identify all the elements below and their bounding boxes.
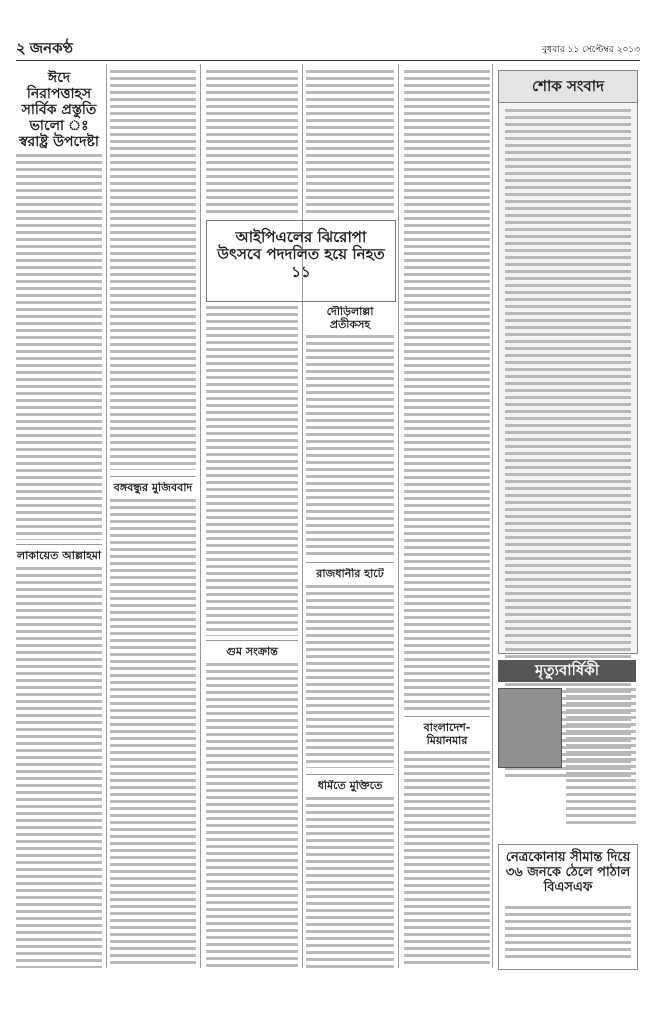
article [110, 482, 196, 968]
article-divider [16, 544, 102, 545]
article-divider [306, 774, 394, 775]
column-rule [492, 64, 493, 968]
article [404, 722, 490, 968]
article [306, 568, 394, 768]
article-headline: রাজধানীর হাটে [316, 568, 384, 580]
article-divider [306, 562, 394, 563]
article-body [306, 797, 394, 968]
article-headline: দৌড়িলাল্লা প্রতীকসহ [326, 306, 374, 331]
column-rule [302, 64, 303, 968]
condolence-title: শোক সংবাদ [499, 71, 637, 103]
article-continuation [206, 306, 298, 636]
article-continuation [404, 70, 490, 710]
page-header [16, 38, 640, 61]
article-headline: গুম সংক্রান্ত [226, 646, 278, 658]
article-headline: আইপিএলের ঝিরোপা উৎসবে পদদলিত হয়ে নিহত ১১ [217, 228, 385, 281]
article-body [306, 70, 394, 215]
article-body [16, 567, 102, 968]
article-headline: নেত্রকোনায় সীমান্ত দিয়ে ৩৬ জনকে ঠেলে পাঠাল বিএসএফ [505, 850, 631, 895]
article-body [206, 663, 298, 968]
bottom-right-article [498, 844, 638, 970]
article-lead [16, 70, 102, 540]
article-headline: লাকায়েত আল্লাহমা [16, 550, 102, 562]
article-headline: ঈদে নিরাপত্তাহস সার্বিক প্রস্তুতি ভালো ঃ স্বরাষ্ট্র উপদেষ্টা [19, 70, 99, 151]
condolence-box [498, 70, 638, 654]
page-number: ২ [16, 38, 26, 57]
article-divider [206, 640, 298, 641]
article-headline: ধর্মিতে মুক্তিতে [317, 780, 383, 792]
condolence-body [499, 103, 637, 697]
date-line: বুধবার ১১ সেপ্টেম্বর ২০১৩ [542, 44, 640, 55]
article-body [404, 70, 490, 710]
article-body [110, 70, 196, 470]
article-body [499, 906, 637, 1030]
article-body [206, 306, 298, 636]
obituary-title: মৃত্যুবার্ষিকী [535, 660, 599, 679]
article-divider [404, 716, 490, 717]
column-rule [200, 64, 201, 968]
column-rule [398, 64, 399, 968]
article [206, 646, 298, 968]
column-rule [106, 64, 107, 968]
article-headline: বাংলাদেশ-মিয়ানমার [423, 722, 471, 747]
obituary-photo [498, 688, 562, 768]
obituary-title-box [498, 660, 636, 682]
featured-article-headline-box [206, 220, 396, 302]
article-body [306, 335, 394, 556]
article-body [306, 585, 394, 768]
article-continuation [206, 70, 298, 215]
article-continuation [110, 70, 196, 470]
article-body [110, 499, 196, 968]
article [306, 780, 394, 968]
article-body [16, 154, 102, 540]
article [16, 550, 102, 968]
masthead: জনকণ্ঠ [29, 38, 74, 57]
article-body [206, 70, 298, 215]
article-body [404, 751, 490, 968]
article-headline: বঙ্গবন্ধুর মুজিববাদ [113, 482, 193, 494]
article-continuation [306, 70, 394, 215]
obituary-body [566, 688, 636, 838]
article [306, 306, 394, 556]
article-divider [110, 476, 196, 477]
